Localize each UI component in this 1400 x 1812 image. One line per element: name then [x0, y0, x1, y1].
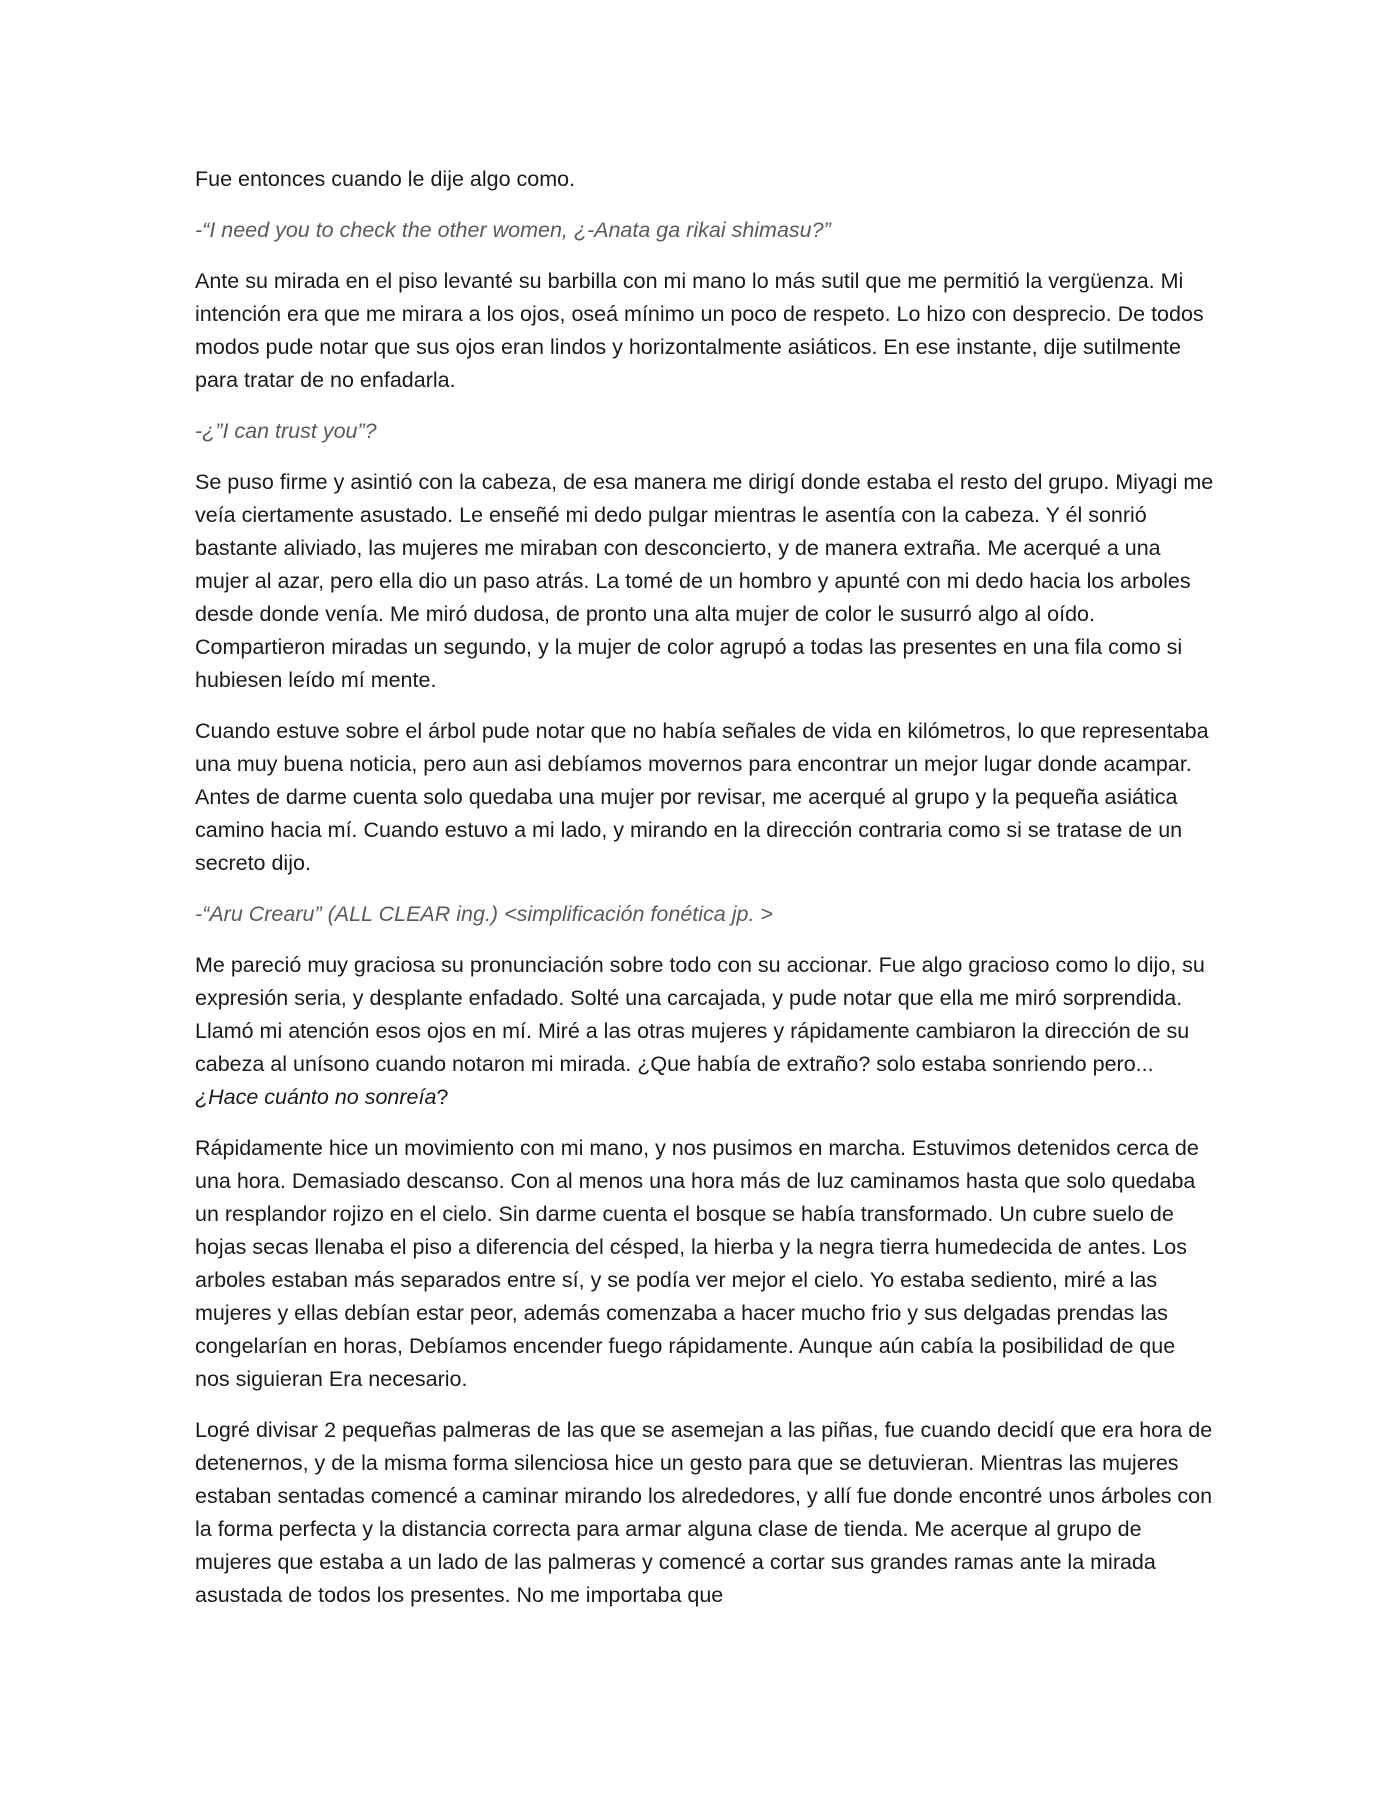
- paragraph-text: Me pareció muy graciosa su pronunciación sobre todo con su accionar. Fue algo gracioso como lo dijo, su expresión seria, y desplante enfadado. Solté una carcajada, y pude notar que ella me miró sorprendida. Llamó mi atención esos ojos en mí. Miré a las otras mujeres y rápidamente cambiaron la dirección de su cabeza al unísono cuando notaron mi mirada. ¿Que había de extraño? solo estaba sonriendo pero...: [195, 953, 1205, 1076]
- paragraph: Logré divisar 2 pequeñas palmeras de las que se asemejan a las piñas, fue cuando decidí que era hora de detenernos, y de la misma forma silenciosa hice un gesto para que se detuvieran. Mientras las mujeres estaban sentadas comencé a caminar mirando los alrededores, y allí fue donde encontré unos árboles con la forma perfecta y la distancia correcta para armar alguna clase de tienda. Me acerque al grupo de mujeres que estaba a un lado de las palmeras y comencé a cortar sus grandes ramas ante la mirada asustada de todos los presentes. No me importaba que: [195, 1418, 1213, 1607]
- paragraph: Rápidamente hice un movimiento con mi mano, y nos pusimos en marcha. Estuvimos detenidos cerca de una hora. Demasiado descanso. Con al menos una hora más de luz caminamos hasta que solo quedaba un resplandor rojizo en el cielo. Sin darme cuenta el bosque se había transformado. Un cubre suelo de hojas secas llenaba el piso a diferencia del césped, la hierba y la negra tierra humedecida de antes. Los arboles estaban más separados entre sí, y se podía ver mejor el cielo. Yo estaba sediento, miré a las mujeres y ellas debían estar peor, además comenzaba a hacer mucho frio y sus delgadas prendas las congelarían en horas, Debíamos encender fuego rápidamente. Aunque aún cabía la posibilidad de que nos siguieran Era necesario.: [195, 1136, 1199, 1391]
- italic-thought: ¿Hace cuánto no sonreía: [195, 1085, 437, 1109]
- paragraph: Ante su mirada en el piso levanté su barbilla con mi mano lo más sutil que me permitió la vergüenza. Mi intención era que me mirara a los ojos, oseá mínimo un poco de respeto. Lo hizo con desprecio. De todos modos pude notar que sus ojos eran lindos y horizontalmente asiáticos. En ese instante, dije sutilmente para tratar de no enfadarla.: [195, 269, 1204, 392]
- dialog-line: -¿”I can trust you”?: [195, 419, 377, 443]
- paragraph: Se puso firme y asintió con la cabeza, de esa manera me dirigí donde estaba el resto del grupo. Miyagi me veía ciertamente asustado. Le enseñé mi dedo pulgar mientras le asentía con la cabeza. Y él sonrió bastante aliviado, las mujeres me miraban con desconcierto, y de manera extraña. Me acerqué a una mujer al azar, pero ella dio un paso atrás. La tomé de un hombro y apunté con mi dedo hacia los arboles desde donde venía. Me miró dudosa, de pronto una alta mujer de color le susurró algo al oído. Compartieron miradas un segundo, y la mujer de color agrupó a todas las presentes en una fila como si hubiesen leído mí mente.: [195, 470, 1214, 692]
- paragraph: Cuando estuve sobre el árbol pude notar que no había señales de vida en kilómetros, lo que representaba una muy buena noticia, pero aun asi debíamos movernos para encontrar un mejor lugar donde acampar. Antes de darme cuenta solo quedaba una mujer por revisar, me acerqué al grupo y la pequeña asiática camino hacia mí. Cuando estuvo a mi lado, y mirando en la dirección contraria como si se tratase de un secreto dijo.: [195, 719, 1209, 875]
- paragraph: Fue entonces cuando le dije algo como.: [195, 167, 576, 191]
- document-page: [195, 163, 1215, 1630]
- dialog-line: -“Aru Crearu” (ALL CLEAR ing.) <simplificación fonética jp. >: [195, 902, 773, 926]
- dialog-line: -“I need you to check the other women, ¿-Anata ga rikai shimasu?”: [195, 218, 831, 242]
- paragraph-tail: ?: [436, 1085, 449, 1109]
- paragraph: [195, 949, 1215, 1114]
